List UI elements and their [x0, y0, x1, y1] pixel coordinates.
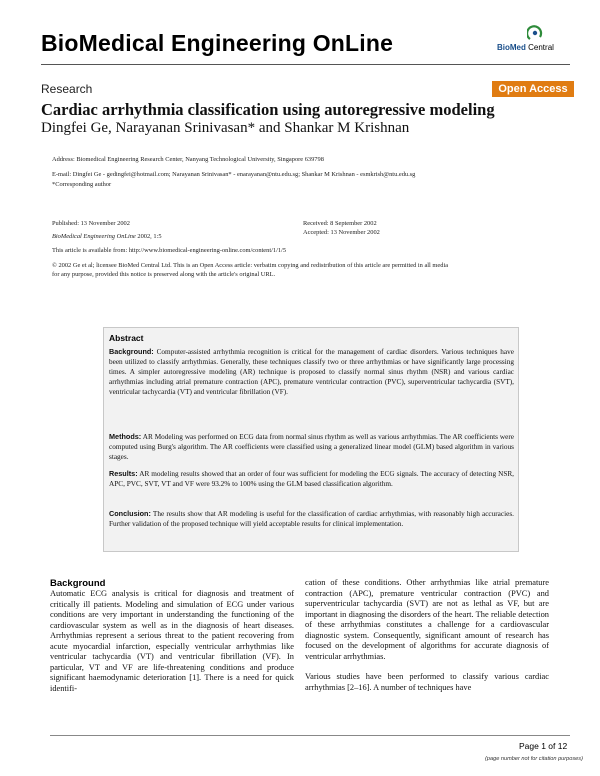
body-paragraph: cation of these conditions. Other arrhythmias like atrial premature contraction (APC), premature ventricular contraction (PVC) and superventricular tachycardia (SVT) are not as lethal as VF, but are important in diagnosing the disorders of the heart. The reliable detection of these arrhythmias constitutes a challenge for a cardiovascular diagnostic system. Consequently, significant amount of research has focused on the development of algorithms for accurate diagnosis of ventricular arrhythmias. — [305, 578, 549, 661]
abstract-results — [109, 469, 514, 490]
corresponding-author-note: *Corresponding author — [52, 181, 112, 188]
publisher-central: Central — [528, 43, 554, 52]
body-column-left — [50, 589, 294, 694]
background-heading: Background — [50, 578, 106, 589]
publisher-name — [497, 43, 554, 52]
body-paragraph: Automatic ECG analysis is critical for diagnosis and treatment of critically ill patients. Modeling and simulation of ECG under various conditions are very important in understanding the functioning of the cardiovascular system as well as in the diagnosis of heart diseases. Arrhythmias represent a serious threat to the patient recovering from acute myocardial infarction, especially ventricular arrhythmias like ventricular tachycardia (VT) and ventricular fibrillation (VF). In particular, VT and VF are life-threatening conditions and produce significant haemodynamic deterioration [1]. There is a need for quick identifi- — [50, 589, 294, 693]
article-authors: Dingfei Ge, Narayanan Srinivasan* and Shankar M Krishnan — [41, 120, 410, 136]
article-title: Cardiac arrhythmia classification using autoregressive modeling — [41, 100, 495, 119]
open-access-badge: Open Access — [492, 81, 574, 97]
journal-title: BioMedical Engineering OnLine — [41, 30, 394, 56]
page-number-note: (page number not for citation purposes) — [485, 756, 583, 762]
citation-journal: BioMedical Engineering OnLine — [52, 233, 136, 240]
author-address: Address: Biomedical Engineering Research Center, Nanyang Technological University, Singapore 639798 — [52, 156, 324, 163]
copyright-line-2: for any purpose, provided this notice is preserved along with the article's original URL. — [52, 271, 276, 278]
body-paragraph: Various studies have been performed to classify various cardiac arrhythmias [2–16]. A number of techniques have — [305, 672, 549, 692]
article-url[interactable]: This article is available from: http://www.biomedical-engineering-online.com/content/1/1/5 — [52, 247, 287, 254]
publisher-med: Med — [509, 43, 526, 52]
author-emails: E-mail: Dingfei Ge - gedingfei@hotmail.com; Narayanan Srinivasan* - enarayanan@ntu.edu.sg; Shankar M Krishnan - esmkrish@ntu.edu.sg — [52, 171, 416, 178]
abstract-background-text: Computer-assisted arrhythmia recognition is critical for the management of cardiac disorders. Various techniques have been utilized to classify arrhythmias. Generally, these techniques classify two or three arrhythmias or have significantly large processing times. A simpler autoregressive modeling (AR) technique is proposed to classify normal sinus rhythm (NSR) and various cardiac arrhythmias including atrial premature contraction (APC), premature ventricular contraction (PVC), superventricular tachycardia (SVT), ventricular tachycardia (VT) and ventricular fibrillation (VF). — [109, 348, 514, 396]
published-date: Published: 13 November 2002 — [52, 220, 130, 227]
accepted-date: Accepted: 13 November 2002 — [303, 229, 380, 236]
abstract-conclusion-label: Conclusion: — [109, 509, 151, 518]
publisher-bio: Bio — [497, 43, 510, 52]
section-label: Research — [41, 82, 93, 96]
abstract-background-label: Background: — [109, 347, 154, 356]
received-date: Received: 8 September 2002 — [303, 220, 377, 227]
bmc-arc-icon — [527, 24, 543, 42]
page-number: Page 1 of 12 — [519, 741, 568, 751]
header-rule — [41, 64, 570, 65]
abstract-conclusion — [109, 509, 514, 530]
footer-rule — [50, 735, 570, 736]
abstract-methods-label: Methods: — [109, 432, 142, 441]
abstract-conclusion-text: The results show that AR modeling is useful for the classification of cardiac arrhythmias, with reasonably high accuracies. Further validation of the proposed technique will yield acceptable results for clinical implementation. — [109, 510, 514, 528]
abstract-results-label: Results: — [109, 469, 138, 478]
abstract-methods — [109, 432, 514, 463]
body-column-right — [305, 578, 549, 693]
abstract-results-text: AR modeling results showed that an order of four was sufficient for modeling the ECG signals. The accuracy of detecting NSR, APC, PVC, SVT, VT and VF were 93.2% to 100% using the GLM based classification algorithm. — [109, 470, 514, 488]
abstract-methods-text: AR Modeling was performed on ECG data from normal sinus rhythm as well as various arrhythmias. The AR coefficients were computed using Burg's algorithm. The AR coefficients were classified using a generalized linear model (GLM) based algorithm in various stages. — [109, 433, 514, 461]
abstract-background — [109, 347, 514, 398]
abstract-heading: Abstract — [109, 333, 144, 343]
citation-volume: 2002, 1:5 — [135, 233, 162, 240]
biomed-central-logo — [497, 24, 577, 58]
citation — [52, 233, 162, 240]
copyright-line-1: © 2002 Ge et al; licensee BioMed Central Ltd. This is an Open Access article: verbatim copying and redistribution of this article are permitted in all media — [52, 262, 449, 269]
